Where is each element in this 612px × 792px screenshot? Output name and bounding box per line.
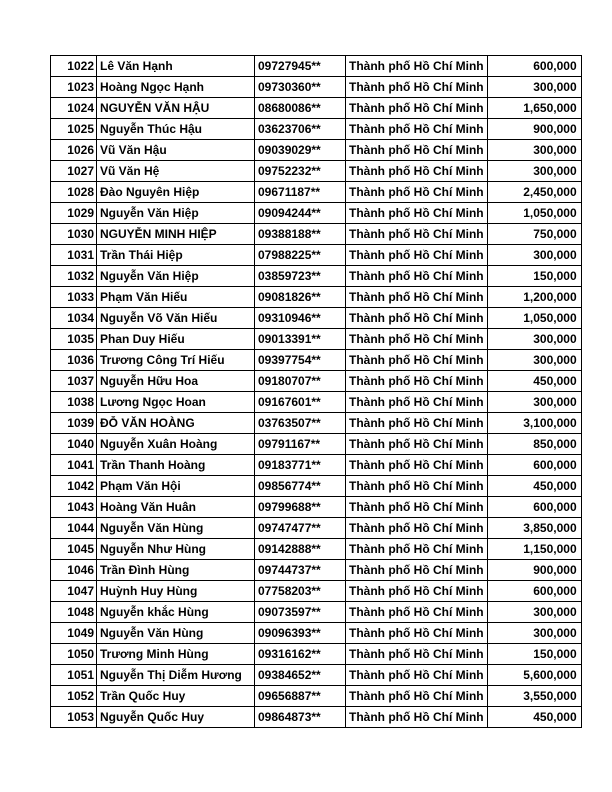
donor-name: Nguyễn Võ Văn Hiếu: [97, 308, 255, 329]
donor-name: Trương Công Trí Hiếu: [97, 350, 255, 371]
table-row: [51, 308, 582, 329]
city: Thành phố Hồ Chí Minh: [346, 371, 488, 392]
table-row: [51, 350, 582, 371]
donor-name: Nguyễn Thúc Hậu: [97, 119, 255, 140]
row-number: 1048: [51, 602, 97, 623]
row-number: 1036: [51, 350, 97, 371]
phone-number: 09730360**: [255, 77, 346, 98]
table-row: [51, 518, 582, 539]
city: Thành phố Hồ Chí Minh: [346, 161, 488, 182]
amount: 150,000: [487, 644, 581, 665]
row-number: 1038: [51, 392, 97, 413]
donor-name: Nguyễn Văn Hùng: [97, 623, 255, 644]
table-row: [51, 371, 582, 392]
amount: 600,000: [487, 497, 581, 518]
amount: 3,850,000: [487, 518, 581, 539]
city: Thành phố Hồ Chí Minh: [346, 350, 488, 371]
donor-name: Phạm Văn Hiếu: [97, 287, 255, 308]
phone-number: 07758203**: [255, 581, 346, 602]
amount: 750,000: [487, 224, 581, 245]
donor-name: Hoàng Văn Huân: [97, 497, 255, 518]
city: Thành phố Hồ Chí Minh: [346, 581, 488, 602]
amount: 5,600,000: [487, 665, 581, 686]
donor-name: Nguyễn Như Hùng: [97, 539, 255, 560]
donor-name: NGUYỄN VĂN HẬU: [97, 98, 255, 119]
row-number: 1025: [51, 119, 97, 140]
row-number: 1043: [51, 497, 97, 518]
donor-name: Trần Quốc Huy: [97, 686, 255, 707]
table-row: [51, 581, 582, 602]
donor-name: Đào Nguyên Hiệp: [97, 182, 255, 203]
phone-number: 09727945**: [255, 56, 346, 77]
row-number: 1052: [51, 686, 97, 707]
table-row: [51, 392, 582, 413]
phone-number: 09180707**: [255, 371, 346, 392]
amount: 300,000: [487, 329, 581, 350]
phone-number: 09856774**: [255, 476, 346, 497]
phone-number: 09397754**: [255, 350, 346, 371]
amount: 450,000: [487, 707, 581, 728]
amount: 900,000: [487, 119, 581, 140]
amount: 1,150,000: [487, 539, 581, 560]
phone-number: 09081826**: [255, 287, 346, 308]
city: Thành phố Hồ Chí Minh: [346, 602, 488, 623]
table-row: [51, 476, 582, 497]
phone-number: 09167601**: [255, 392, 346, 413]
city: Thành phố Hồ Chí Minh: [346, 455, 488, 476]
amount: 300,000: [487, 602, 581, 623]
city: Thành phố Hồ Chí Minh: [346, 329, 488, 350]
donor-name: Trần Thái Hiệp: [97, 245, 255, 266]
city: Thành phố Hồ Chí Minh: [346, 140, 488, 161]
amount: 300,000: [487, 350, 581, 371]
row-number: 1035: [51, 329, 97, 350]
phone-number: 09744737**: [255, 560, 346, 581]
amount: 150,000: [487, 266, 581, 287]
city: Thành phố Hồ Chí Minh: [346, 77, 488, 98]
donor-name: Phạm Văn Hội: [97, 476, 255, 497]
donor-name: Nguyễn Thị Diễm Hương: [97, 665, 255, 686]
row-number: 1023: [51, 77, 97, 98]
row-number: 1030: [51, 224, 97, 245]
city: Thành phố Hồ Chí Minh: [346, 644, 488, 665]
row-number: 1041: [51, 455, 97, 476]
table-row: [51, 623, 582, 644]
table-row: [51, 203, 582, 224]
phone-number: 08680086**: [255, 98, 346, 119]
city: Thành phố Hồ Chí Minh: [346, 287, 488, 308]
donor-name: Phan Duy Hiếu: [97, 329, 255, 350]
table-row: [51, 329, 582, 350]
phone-number: 09310946**: [255, 308, 346, 329]
phone-number: 09073597**: [255, 602, 346, 623]
city: Thành phố Hồ Chí Minh: [346, 518, 488, 539]
city: Thành phố Hồ Chí Minh: [346, 434, 488, 455]
table-row: [51, 665, 582, 686]
amount: 600,000: [487, 455, 581, 476]
phone-number: 09671187**: [255, 182, 346, 203]
amount: 900,000: [487, 560, 581, 581]
amount: 450,000: [487, 371, 581, 392]
row-number: 1046: [51, 560, 97, 581]
row-number: 1032: [51, 266, 97, 287]
phone-number: 09864873**: [255, 707, 346, 728]
city: Thành phố Hồ Chí Minh: [346, 56, 488, 77]
row-number: 1047: [51, 581, 97, 602]
donor-name: Huỳnh Huy Hùng: [97, 581, 255, 602]
row-number: 1049: [51, 623, 97, 644]
phone-number: 09183771**: [255, 455, 346, 476]
phone-number: 09096393**: [255, 623, 346, 644]
row-number: 1029: [51, 203, 97, 224]
row-number: 1042: [51, 476, 97, 497]
donor-name: Trần Thanh Hoàng: [97, 455, 255, 476]
city: Thành phố Hồ Chí Minh: [346, 707, 488, 728]
phone-number: 03859723**: [255, 266, 346, 287]
city: Thành phố Hồ Chí Minh: [346, 119, 488, 140]
table-row: [51, 119, 582, 140]
donor-name: NGUYỄN MINH HIỆP: [97, 224, 255, 245]
row-number: 1053: [51, 707, 97, 728]
table-row: [51, 245, 582, 266]
table-row: [51, 287, 582, 308]
row-number: 1044: [51, 518, 97, 539]
phone-number: 09752232**: [255, 161, 346, 182]
phone-number: 03763507**: [255, 413, 346, 434]
donor-name: Nguyễn Văn Hiệp: [97, 266, 255, 287]
city: Thành phố Hồ Chí Minh: [346, 560, 488, 581]
phone-number: 09013391**: [255, 329, 346, 350]
phone-number: 07988225**: [255, 245, 346, 266]
city: Thành phố Hồ Chí Minh: [346, 413, 488, 434]
donor-name: Nguyễn Văn Hùng: [97, 518, 255, 539]
amount: 1,200,000: [487, 287, 581, 308]
row-number: 1031: [51, 245, 97, 266]
phone-number: 03623706**: [255, 119, 346, 140]
city: Thành phố Hồ Chí Minh: [346, 539, 488, 560]
donor-name: Lê Văn Hạnh: [97, 56, 255, 77]
phone-number: 09384652**: [255, 665, 346, 686]
donor-name: Lương Ngọc Hoan: [97, 392, 255, 413]
table-row: [51, 686, 582, 707]
table-row: [51, 77, 582, 98]
city: Thành phố Hồ Chí Minh: [346, 623, 488, 644]
row-number: 1034: [51, 308, 97, 329]
amount: 1,050,000: [487, 203, 581, 224]
donor-name: Nguyễn Quốc Huy: [97, 707, 255, 728]
row-number: 1039: [51, 413, 97, 434]
row-number: 1050: [51, 644, 97, 665]
table-row: [51, 98, 582, 119]
amount: 300,000: [487, 140, 581, 161]
city: Thành phố Hồ Chí Minh: [346, 308, 488, 329]
phone-number: 09039029**: [255, 140, 346, 161]
donor-table-body: [51, 56, 582, 728]
city: Thành phố Hồ Chí Minh: [346, 266, 488, 287]
donor-name: ĐỖ VĂN HOÀNG: [97, 413, 255, 434]
phone-number: 09747477**: [255, 518, 346, 539]
donor-name: Vũ Văn Hệ: [97, 161, 255, 182]
table-row: [51, 413, 582, 434]
row-number: 1040: [51, 434, 97, 455]
phone-number: 09656887**: [255, 686, 346, 707]
donor-name: Nguyễn Hữu Hoa: [97, 371, 255, 392]
amount: 600,000: [487, 56, 581, 77]
phone-number: 09791167**: [255, 434, 346, 455]
row-number: 1022: [51, 56, 97, 77]
table-row: [51, 266, 582, 287]
table-row: [51, 224, 582, 245]
amount: 3,550,000: [487, 686, 581, 707]
table-row: [51, 497, 582, 518]
donor-name: Nguyễn Văn Hiệp: [97, 203, 255, 224]
amount: 300,000: [487, 623, 581, 644]
city: Thành phố Hồ Chí Minh: [346, 392, 488, 413]
amount: 600,000: [487, 581, 581, 602]
amount: 450,000: [487, 476, 581, 497]
city: Thành phố Hồ Chí Minh: [346, 98, 488, 119]
city: Thành phố Hồ Chí Minh: [346, 497, 488, 518]
phone-number: 09142888**: [255, 539, 346, 560]
table-row: [51, 707, 582, 728]
donor-name: Hoàng Ngọc Hạnh: [97, 77, 255, 98]
row-number: 1051: [51, 665, 97, 686]
amount: 300,000: [487, 392, 581, 413]
row-number: 1024: [51, 98, 97, 119]
table-row: [51, 560, 582, 581]
table-row: [51, 182, 582, 203]
amount: 300,000: [487, 77, 581, 98]
city: Thành phố Hồ Chí Minh: [346, 245, 488, 266]
amount: 1,650,000: [487, 98, 581, 119]
phone-number: 09388188**: [255, 224, 346, 245]
city: Thành phố Hồ Chí Minh: [346, 203, 488, 224]
table-row: [51, 539, 582, 560]
donor-table: [50, 55, 582, 728]
amount: 3,100,000: [487, 413, 581, 434]
city: Thành phố Hồ Chí Minh: [346, 182, 488, 203]
table-row: [51, 455, 582, 476]
city: Thành phố Hồ Chí Minh: [346, 686, 488, 707]
row-number: 1045: [51, 539, 97, 560]
donor-name: Nguyễn Xuân Hoàng: [97, 434, 255, 455]
phone-number: 09799688**: [255, 497, 346, 518]
city: Thành phố Hồ Chí Minh: [346, 476, 488, 497]
donor-name: Vũ Văn Hậu: [97, 140, 255, 161]
amount: 300,000: [487, 161, 581, 182]
amount: 850,000: [487, 434, 581, 455]
amount: 300,000: [487, 245, 581, 266]
row-number: 1037: [51, 371, 97, 392]
donor-name: Trần Đình Hùng: [97, 560, 255, 581]
phone-number: 09316162**: [255, 644, 346, 665]
amount: 1,050,000: [487, 308, 581, 329]
donor-name: Nguyễn khắc Hùng: [97, 602, 255, 623]
row-number: 1027: [51, 161, 97, 182]
phone-number: 09094244**: [255, 203, 346, 224]
table-row: [51, 602, 582, 623]
table-row: [51, 644, 582, 665]
row-number: 1028: [51, 182, 97, 203]
table-row: [51, 434, 582, 455]
city: Thành phố Hồ Chí Minh: [346, 665, 488, 686]
row-number: 1033: [51, 287, 97, 308]
city: Thành phố Hồ Chí Minh: [346, 224, 488, 245]
amount: 2,450,000: [487, 182, 581, 203]
table-row: [51, 161, 582, 182]
row-number: 1026: [51, 140, 97, 161]
table-row: [51, 56, 582, 77]
table-row: [51, 140, 582, 161]
donor-name: Trương Minh Hùng: [97, 644, 255, 665]
